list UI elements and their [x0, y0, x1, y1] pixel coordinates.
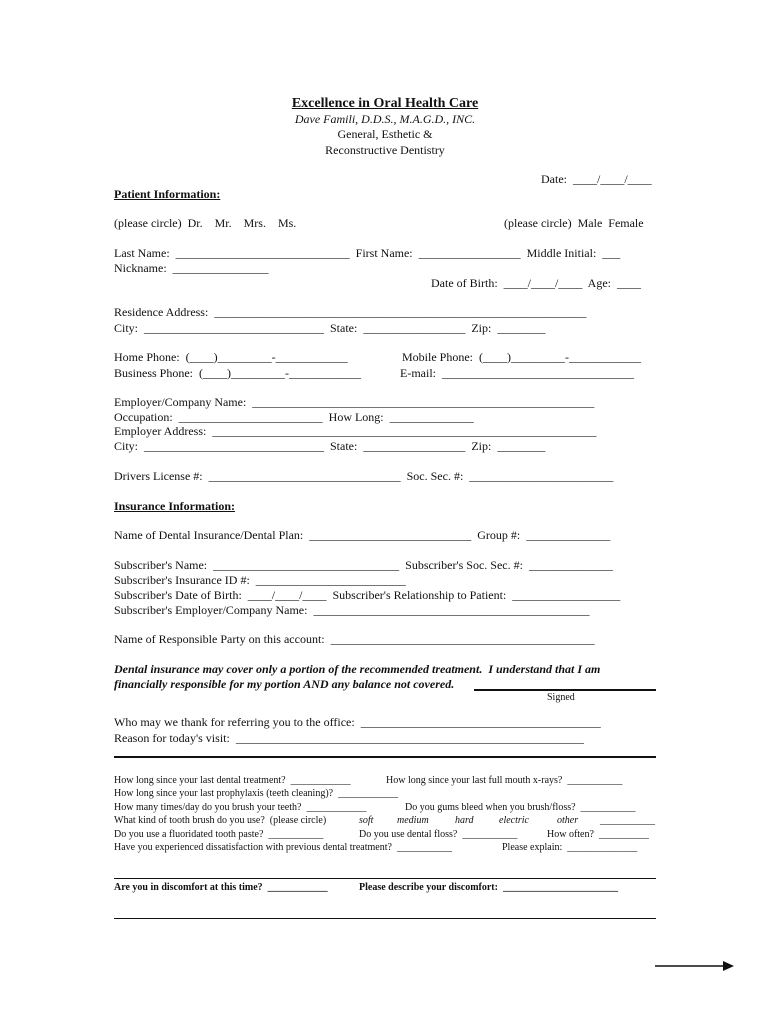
dob-age-fields[interactable]: Date of Birth: ____/____/____ Age: ____ — [431, 276, 641, 290]
responsible-party-field[interactable]: Name of Responsible Party on this account: ____________________________________________ — [114, 632, 595, 646]
financial-statement-line-1: Dental insurance may cover only a portion of the recommended treatment. I understand that I am — [114, 662, 601, 676]
last-dental-treatment-field[interactable]: How long since your last dental treatment? ____________ — [114, 775, 351, 786]
date-field[interactable]: Date: ____/____/____ — [541, 172, 652, 186]
last-cleaning-field[interactable]: How long since your last prophylaxis (teeth cleaning)? ____________ — [114, 788, 399, 799]
fluoride-toothpaste-field[interactable]: Do you use a fluoridated tooth paste? ___________ — [114, 829, 324, 840]
blank-answer-line[interactable] — [114, 878, 656, 879]
dental-floss-field[interactable]: Do you use dental floss? ___________ — [359, 829, 518, 840]
subscriber-employer-field[interactable]: Subscriber's Employer/Company Name: ______________________________________________ — [114, 603, 590, 617]
gums-bleed-field[interactable]: Do you gums bleed when you brush/floss? ___________ — [405, 802, 636, 813]
name-fields[interactable]: Last Name: _____________________________ First Name: _________________ Middle Initial: ___ — [114, 246, 621, 260]
section-divider — [114, 756, 656, 758]
toothbrush-type-question: What kind of tooth brush do you use? (please circle) — [114, 815, 327, 826]
home-phone-field[interactable]: Home Phone: (____)_________-____________ — [114, 350, 348, 364]
residence-address-field[interactable]: Residence Address: ______________________________________________________________ — [114, 305, 587, 319]
occupation-field[interactable]: Occupation: ________________________ How Long: ______________ — [114, 410, 474, 424]
employer-name-field[interactable]: Employer/Company Name: _________________________________________________________ — [114, 395, 595, 409]
nickname-field[interactable]: Nickname: ________________ — [114, 261, 269, 275]
specialty-line-1: General, Esthetic & — [337, 127, 433, 141]
last-xrays-field[interactable]: How long since your last full mouth x-rays? ___________ — [386, 775, 623, 786]
toothbrush-option-electric[interactable]: electric — [499, 815, 529, 826]
business-phone-field[interactable]: Business Phone: (____)_________-____________ — [114, 366, 361, 380]
doctor-name: Dave Famili, D.D.S., M.A.G.D., INC. — [294, 112, 476, 126]
signature-line[interactable] — [474, 689, 656, 691]
subscriber-insurance-id-field[interactable]: Subscriber's Insurance ID #: _________________________ — [114, 573, 406, 587]
specialty-line-2: Reconstructive Dentistry — [325, 143, 445, 157]
visit-reason-field[interactable]: Reason for today's visit: __________________________________________________________ — [114, 731, 584, 745]
dissatisfaction-field[interactable]: Have you experienced dissatisfaction with previous dental treatment? ___________ — [114, 842, 452, 853]
email-field[interactable]: E-mail: ________________________________ — [400, 366, 634, 380]
brushing-frequency-field[interactable]: How many times/day do you brush your teeth? ____________ — [114, 802, 367, 813]
explain-field[interactable]: Please explain: ______________ — [502, 842, 638, 853]
dental-plan-group-fields[interactable]: Name of Dental Insurance/Dental Plan: ___________________________ Group #: ______________ — [114, 528, 611, 542]
mobile-phone-field[interactable]: Mobile Phone: (____)_________-____________ — [402, 350, 641, 364]
toothbrush-option-hard[interactable]: hard — [455, 815, 474, 826]
toothbrush-other-blank[interactable]: ___________ — [600, 815, 655, 826]
form-title: Excellence in Oral Health Care — [291, 96, 479, 111]
toothbrush-option-medium[interactable]: medium — [397, 815, 429, 826]
toothbrush-option-soft[interactable]: soft — [359, 815, 374, 826]
patient-info-heading: Patient Information: — [114, 187, 221, 201]
subscriber-name-ssn-fields[interactable]: Subscriber's Name: _______________________________ Subscriber's Soc. Sec. #: ______________ — [114, 558, 613, 572]
discomfort-description-field[interactable]: Please describe your discomfort: _______________________ — [359, 882, 618, 893]
financial-statement-line-2: financially responsible for my portion AND any balance not covered. — [114, 677, 455, 691]
employer-address-field[interactable]: Employer Address: ________________________________________________________________ — [114, 424, 597, 438]
discomfort-question-field[interactable]: Are you in discomfort at this time? ____________ — [114, 882, 328, 893]
right-arrow-icon — [655, 958, 735, 974]
sex-circle-options[interactable]: (please circle) Male Female — [504, 216, 644, 230]
referral-field[interactable]: Who may we thank for referring you to the office: ________________________________________ — [114, 715, 601, 729]
city-state-zip-fields[interactable]: City: ______________________________ State: _________________ Zip: ________ — [114, 321, 546, 335]
title-circle-options[interactable]: (please circle) Dr. Mr. Mrs. Ms. — [114, 216, 297, 230]
discomfort-continuation-line[interactable] — [114, 918, 656, 919]
subscriber-dob-relationship-fields[interactable]: Subscriber's Date of Birth: ____/____/____ Subscriber's Relationship to Patient: __________________ — [114, 588, 621, 602]
employer-city-state-zip-fields[interactable]: City: ______________________________ State: _________________ Zip: ________ — [114, 439, 546, 453]
signed-label: Signed — [547, 692, 575, 703]
floss-frequency-field[interactable]: How often? __________ — [547, 829, 649, 840]
insurance-info-heading: Insurance Information: — [114, 499, 236, 513]
toothbrush-option-other[interactable]: other — [557, 815, 579, 826]
drivers-license-ssn-fields[interactable]: Drivers License #: ________________________________ Soc. Sec. #: ________________________ — [114, 469, 614, 483]
